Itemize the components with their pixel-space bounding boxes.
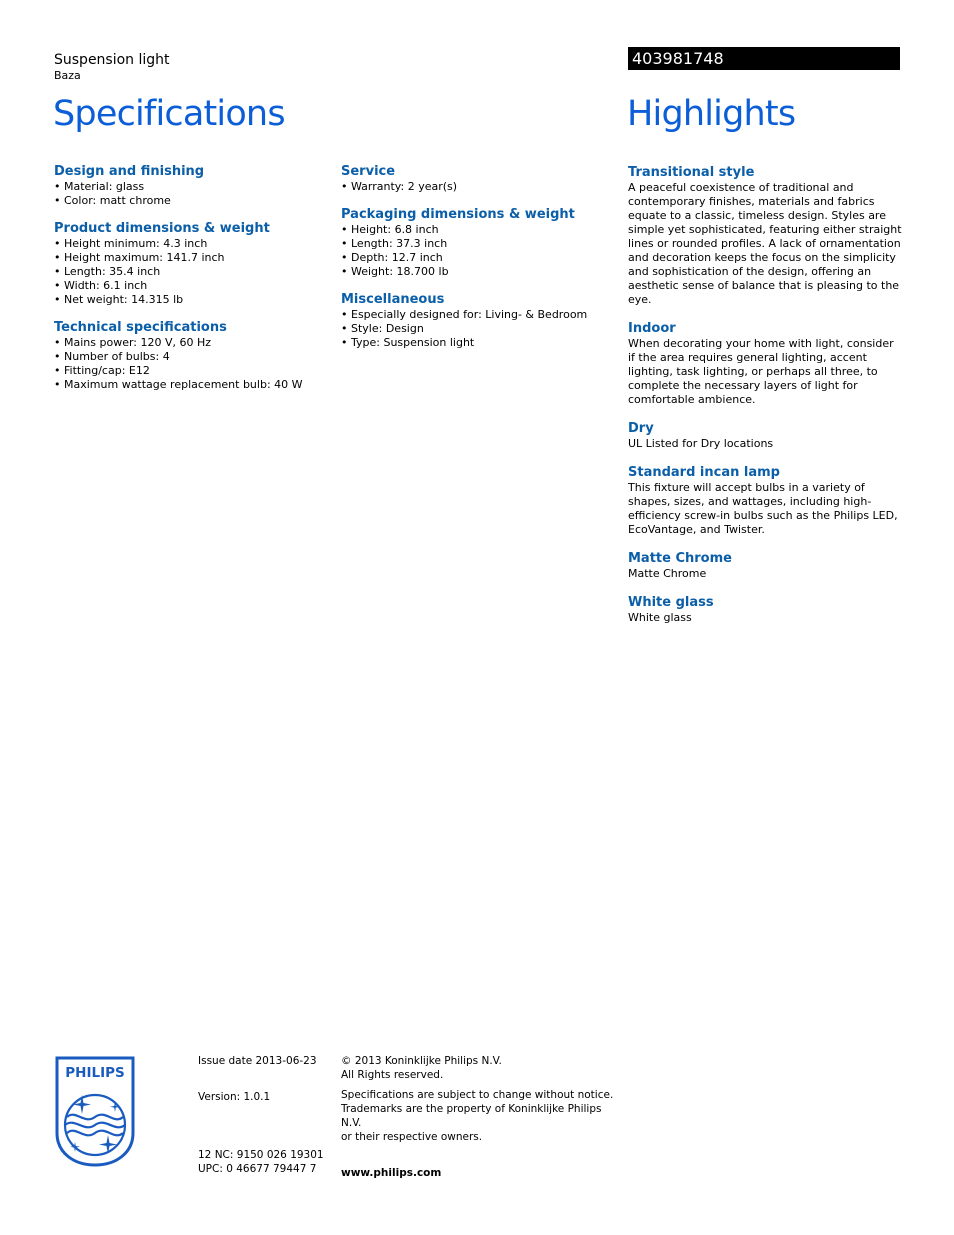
spec-section-product-dimensions	[54, 220, 334, 307]
notice-line: Specifications are subject to change without notice.	[341, 1089, 614, 1101]
highlight-standard-incan-lamp	[628, 464, 902, 537]
highlight-heading: Dry	[628, 421, 654, 436]
spec-section-service	[341, 163, 611, 194]
product-code-badge: 403981748	[628, 47, 900, 70]
spec-section-design	[54, 163, 334, 208]
spec-item: • Weight: 18.700 lb	[341, 265, 611, 279]
issue-date: Issue date 2013-06-23	[198, 1055, 317, 1067]
highlight-heading: Indoor	[628, 321, 676, 336]
spec-item: • Warranty: 2 year(s)	[341, 180, 611, 194]
spec-item: • Especially designed for: Living- & Bedroom	[341, 308, 611, 322]
philips-shield-icon	[54, 1055, 136, 1168]
spec-item: • Length: 35.4 inch	[54, 265, 334, 279]
specs-column-left	[54, 163, 334, 404]
website-link[interactable]: www.philips.com	[341, 1167, 442, 1179]
spec-section-miscellaneous	[341, 291, 611, 350]
spec-item: • Number of bulbs: 4	[54, 350, 334, 364]
specifications-title: Specifications	[53, 94, 285, 134]
highlight-heading: Standard incan lamp	[628, 465, 780, 480]
highlight-heading: Transitional style	[628, 165, 755, 180]
spec-item: • Length: 37.3 inch	[341, 237, 611, 251]
spec-item: • Style: Design	[341, 322, 611, 336]
rights: All Rights reserved.	[341, 1069, 444, 1081]
spec-heading: Technical specifications	[54, 320, 227, 335]
product-model: Baza	[54, 69, 81, 82]
highlights-title: Highlights	[627, 94, 796, 134]
spec-section-packaging	[341, 206, 611, 279]
product-name: Suspension light	[54, 52, 170, 68]
spec-section-technical	[54, 319, 334, 392]
highlight-text: This fixture will accept bulbs in a variety of shapes, sizes, and wattages, including high-efficiency screw-in bulbs such as the Philips LED, EcoVantage, and Twister.	[628, 481, 898, 536]
nc-code: 12 NC: 9150 026 19301	[198, 1149, 324, 1161]
spec-item: • Net weight: 14.315 lb	[54, 293, 334, 307]
spec-heading: Service	[341, 164, 396, 179]
spec-item: • Type: Suspension light	[341, 336, 611, 350]
philips-shield-logo	[54, 1055, 136, 1168]
version: Version: 1.0.1	[198, 1091, 271, 1103]
highlight-white-glass	[628, 594, 902, 625]
copyright: © 2013 Koninklijke Philips N.V.	[341, 1055, 502, 1067]
highlight-indoor	[628, 320, 902, 407]
spec-item: • Height maximum: 141.7 inch	[54, 251, 334, 265]
spec-item: • Depth: 12.7 inch	[341, 251, 611, 265]
highlight-dry	[628, 420, 902, 451]
footer-meta	[198, 1054, 328, 1176]
highlight-text: When decorating your home with light, consider if the area requires general lighting, accent lighting, task lighting, or perhaps all three, to complete the necessary layers of light for comfortable ambience.	[628, 337, 894, 406]
spec-item: • Maximum wattage replacement bulb: 40 W	[54, 378, 334, 392]
spec-heading: Product dimensions & weight	[54, 221, 270, 236]
spec-item: • Height minimum: 4.3 inch	[54, 237, 334, 251]
highlight-text: A peaceful coexistence of traditional and contemporary finishes, materials and fabrics equate to a classic, timeless design. Styles are simple yet sophisticated, featuring either straight lines or rounded profiles. A lack of ornamentation and decoration keeps the focus on the simplicity and sophistication of the design, offering an aesthetic sense of balance that is pleasing to the eye.	[628, 181, 902, 306]
spec-item: • Mains power: 120 V, 60 Hz	[54, 336, 334, 350]
highlight-heading: Matte Chrome	[628, 551, 732, 566]
highlight-text: UL Listed for Dry locations	[628, 437, 774, 450]
highlights-column	[628, 164, 902, 638]
notice-line: Trademarks are the property of Koninklijke Philips N.V.	[341, 1103, 602, 1129]
spec-heading: Miscellaneous	[341, 292, 445, 307]
notice-line: or their respective owners.	[341, 1131, 483, 1143]
spec-item: • Height: 6.8 inch	[341, 223, 611, 237]
highlight-transitional-style	[628, 164, 902, 307]
footer-legal	[341, 1054, 616, 1180]
specs-column-right	[341, 163, 611, 362]
highlight-matte-chrome	[628, 550, 902, 581]
spec-heading: Design and finishing	[54, 164, 205, 179]
logo-wordmark: PHILIPS	[65, 1065, 125, 1081]
spec-item: • Width: 6.1 inch	[54, 279, 334, 293]
upc-code: UPC: 0 46677 79447 7	[198, 1163, 317, 1175]
highlight-text: Matte Chrome	[628, 567, 707, 580]
spec-item: • Material: glass	[54, 180, 334, 194]
spec-heading: Packaging dimensions & weight	[341, 207, 575, 222]
spec-item: • Fitting/cap: E12	[54, 364, 334, 378]
spec-item: • Color: matt chrome	[54, 194, 334, 208]
highlight-text: White glass	[628, 611, 692, 624]
highlight-heading: White glass	[628, 595, 714, 610]
